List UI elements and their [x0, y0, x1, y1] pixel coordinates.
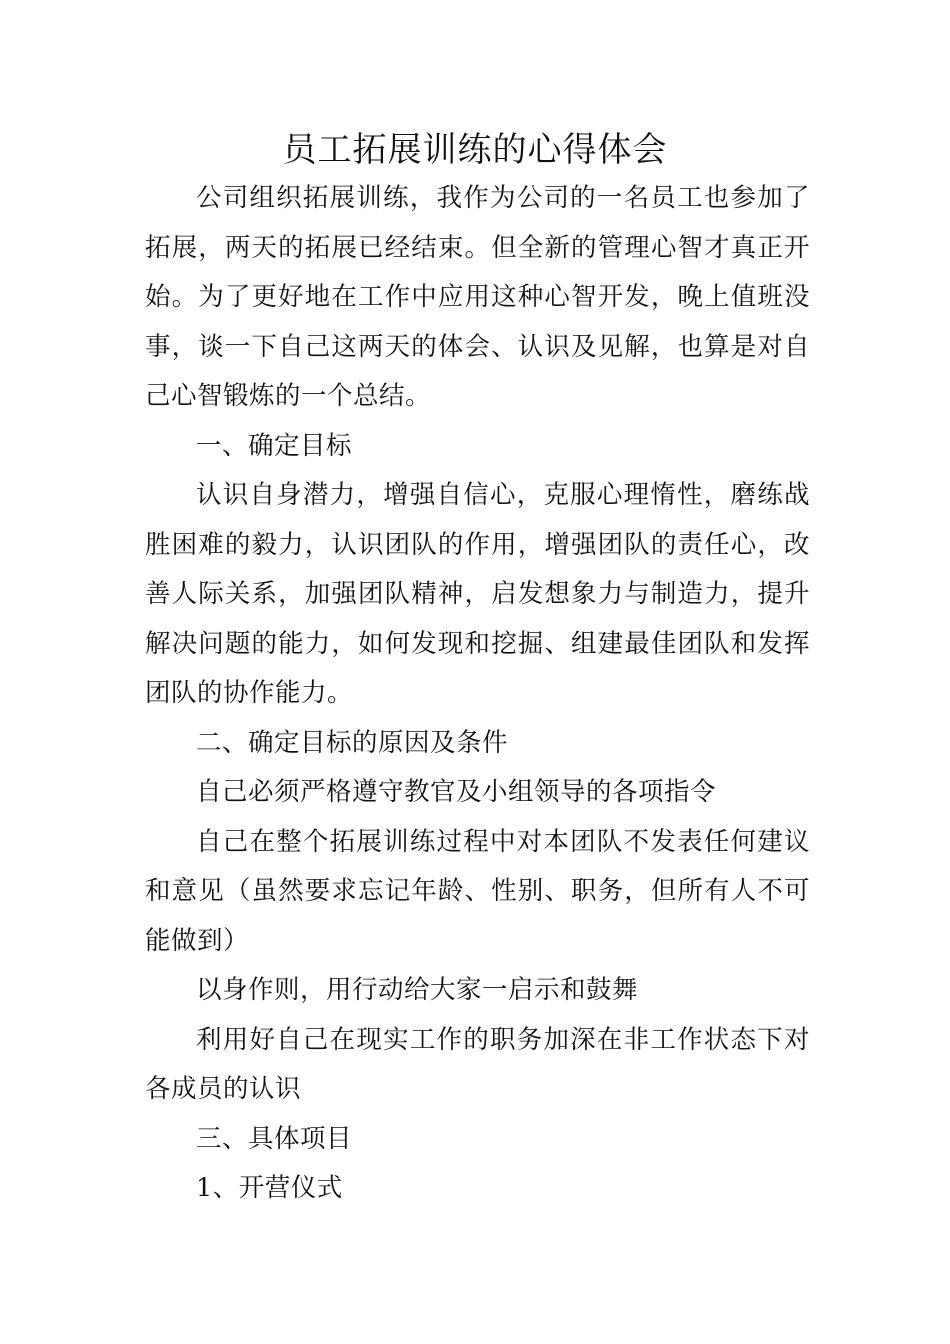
- intro-paragraph: 公司组织拓展训练，我作为公司的一名员工也参加了拓展，两天的拓展已经结束。但全新的管理心智才真正开始。为了更好地在工作中应用这种心智开发，晚上值班没事，谈一下自己这两天的体会、认识及见解，也算是对自己心智锻炼的一个总结。: [145, 183, 810, 411]
- document-title: 员工拓展训练的心得体会: [282, 130, 668, 170]
- goal-paragraph: 认识自身潜力，增强自信心，克服心理惰性，磨练战胜困难的毅力，认识团队的作用，增强团队的责任心，改善人际关系，加强团队精神，启发想象力与制造力，提升解决问题的能力，如何发现和挖掘、组建最佳团队和发挥团队的协作能力。: [145, 480, 810, 708]
- section-heading-1: 一、确定目标: [196, 430, 353, 461]
- project-item-1: 1、开营仪式: [196, 1173, 343, 1203]
- section-heading-2: 二、确定目标的原因及条件: [196, 727, 509, 758]
- document-body: [145, 174, 810, 1214]
- section-heading-3: 三、具体项目: [196, 1123, 353, 1154]
- condition-item-3: 以身作则，用行动给大家一启示和鼓舞: [196, 975, 639, 1005]
- condition-item-2: 自己在整个拓展训练过程中对本团队不发表任何建议和意见（虽然要求忘记年龄、性别、职务，但所有人不可能做到）: [145, 826, 810, 956]
- condition-item-1: 自己必须严格遵守教官及小组领导的各项指令: [196, 777, 717, 807]
- condition-item-4: 利用好自己在现实工作的职务加深在非工作状态下对各成员的认识: [145, 1024, 810, 1104]
